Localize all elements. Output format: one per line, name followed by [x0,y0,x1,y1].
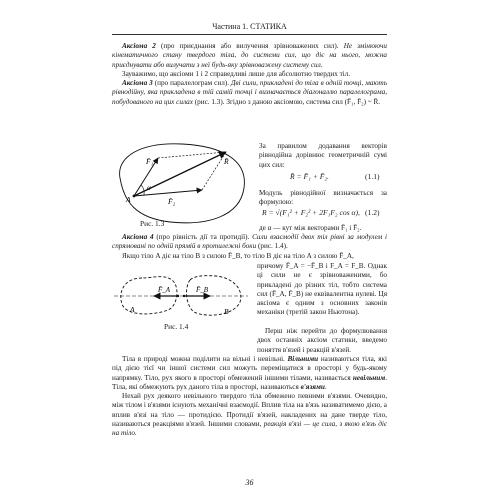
label-FB: F̄_B [196,286,209,294]
figure-1-3-caption: Рис. 1.3 [140,219,165,228]
transition-paragraph: Перш ніж перейти до формулювання двох останніх аксіом статики, введемо поняття в'язей і реакцій в'язей. [257,327,387,354]
label-B: B [224,307,229,316]
axiom-4-paragraph [112,233,387,261]
axiom-4-explanation: причому F̄_A = −F̄_B і F_A = F_B. Однак ці сили не є зрівноваженими, бо прикладені до різних тіл, тобто система сил (F̄_A, F̄_B) не еквівалентна нулеві. Ця аксіома є одним з основних законів механіки (третій закон Ньютона). [257,262,387,317]
header-rule [112,34,387,35]
label-A: A [126,195,131,204]
free-bodies-paragraph: Тіла в природі можна поділити на вільні і невільні. Вільними називаються тіла, які під дією тієї чи іншої системи сил можуть переміщатися в просторі у будь-якому напрямку. Тіло, рух якого в просторі обмежений іншими тілами, називається невільним. Тіла, які обмежують рух даного тіла в просторі, називаються в'язями. [112,355,387,391]
figure-1-4-caption: Рис. 1.4 [164,322,189,331]
axiom-2-subtitle: (про приєднання або вилучення зрівноважених сил). [155,42,344,50]
modulus-text: Модуль рівнодійної визначається за формулою: [259,189,387,207]
point-A [133,195,136,198]
constraints-paragraph: Нехай рух деякого невільного твердого тіла обмежено певними в'язями. Очевидно, між тілом і в'язями існують механічні взаємодії. Вплив тіла на в'язь називатимемо дією, а вплив в'язі на тіло — протидією. Протидії в'язей, накладених на дане тверде тіло, називаються реакціями в'язей. Іншими словами, реакція в'язі — це сила, з якою в'язь діє на тіло. [112,392,387,438]
equation-1-2-number: (1.2) [365,208,380,217]
label-alpha: α [147,184,151,192]
axiom-3-statement: Дві сили, прикладені до тіла в одній точці, мають рівнодійну, яка прикладена в тій самій точці і визначається діагоналлю паралелограма, побудованого на цих силах [112,79,387,106]
axiom-2-title: Аксіома 2 [122,42,156,50]
book-page [112,0,387,500]
axiom-3-title: Аксіома 3 [122,79,153,88]
note-paragraph: Зауважимо, що аксіоми 1 і 2 справедливі лише для абсолютно твердих тіл. [122,69,351,78]
axiom-4-tail: (рис. 1.4). [256,242,288,251]
equation-1-2: R = √(F₁² + F₂² + 2F₁F₂ cos α), [262,208,360,217]
axiom-3-subtitle: (про паралелограм сил). [152,79,231,88]
label-F2: F̄₂ [168,197,176,206]
label-FA: F̄_A [158,286,171,294]
equation-1-1-number: (1.1) [365,172,380,181]
figure-1-3 [112,138,252,230]
alpha-definition: де α — кут між векторами F̄₁ і F̄₂. [259,224,362,232]
vector-rule-text: За правилом додавання векторів рівнодійна дорівнює геометричній сумі цих сил: [259,142,387,169]
axiom-4-line2: Якщо тіло A діє на тіло B з силою F̄_B, то тіло B діє на тіло A з силою F̄_A, [122,251,354,260]
tail-section [112,355,387,439]
axiom-3-tail: (рис. 1.3). Згідно з даною аксіомою, система сил (F̄₁, F̄₂) ~ R̄. [192,97,381,106]
figure-1-4 [112,270,250,320]
label-A: A [130,305,135,314]
axiom-4-title: Аксіома 4 [122,233,154,241]
label-F1: F̄₁ [146,157,154,166]
axiom-4-statement: Сили взаємодії двох тіл рівні за модулем і спрямовані по одній прямій в протилежні боки [112,233,388,251]
label-R: R̄ [224,157,229,166]
running-header: Частина 1. СТАТИКА [212,22,287,31]
axiom-2-statement: Не змінюючи кінематичного стану твердого тіла, до системи сил, що діє на нього, можна приєднувати або вилучати з неї будь-яку зрівноважену систему сил. [112,42,388,69]
axiom-2-paragraph [112,42,387,107]
page-number: 36 [245,478,254,487]
angle-arc [141,185,144,195]
equation-1-1: R̄ = F̄₁ + F̄₂. [290,172,329,181]
axiom-4-subtitle: (про рівність дії та протидії). [153,233,253,241]
body-outline [120,144,245,223]
